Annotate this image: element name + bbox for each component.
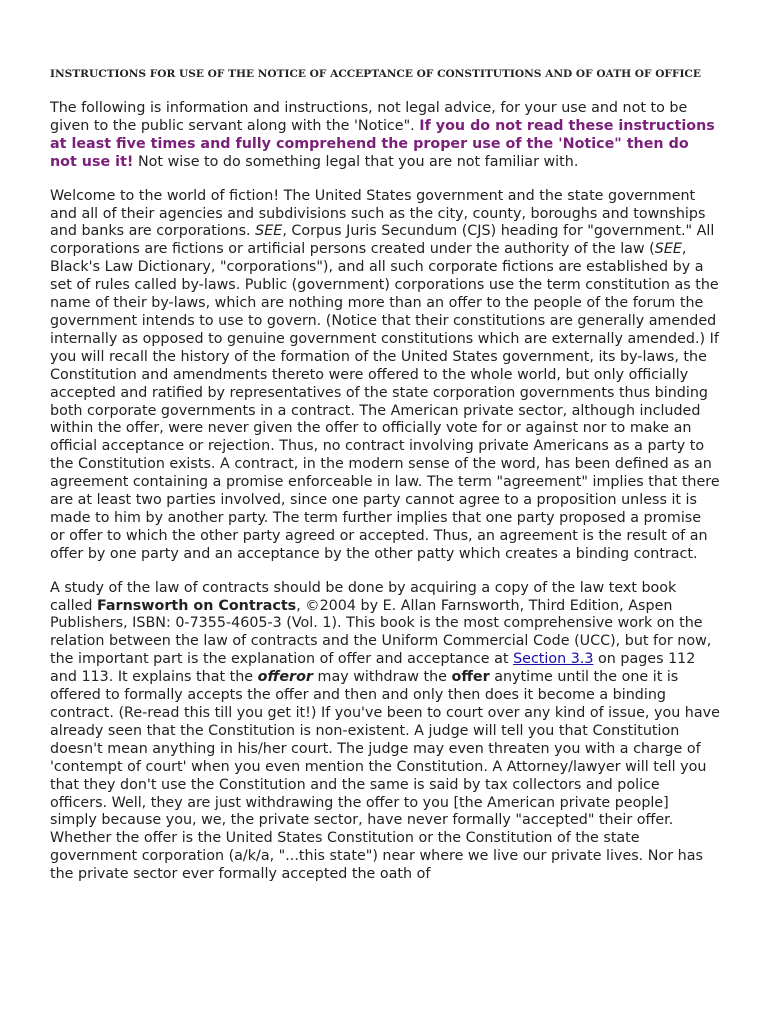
fiction-text-2: , Corpus Juris Secundum (CJS) heading for "government." All corporations are fictions or artificial persons created under the authority of the law ( xyxy=(50,223,715,258)
intro-text-end: Not wise to do something legal that you are not familiar with. xyxy=(133,153,579,170)
fiction-text-1: Welcome to the world of fiction! The United States government and the state government and all of their agencies and subdivisions such as the city, county, boroughs and townships and banks are corporations. xyxy=(50,187,706,240)
see-reference-1: SEE xyxy=(255,223,283,240)
intro-text: The following is information and instructions, not legal advice, for your use and not to be given to the public servant along with the 'Notice". xyxy=(50,100,688,134)
contracts-text-5: anytime until the one it is offered to formally accepts the offer and then and only then does it become a binding contract. (Re-read this till you get it!) If you've been to court over any kind of issue, you have already seen that the Constitution is non-existent. A judge will tell you that Constitution doesn't mean anything in his/her court. The judge may even threaten you with a charge of 'contempt of court' when you even mention the Constitution. A Attorney/lawyer will tell you that they don't use the Constitution and the same is said by tax collectors and police officers. Well, they are just withdrawing the offer to you [the American private people] simply because you, we, the private sector, have never formally "accepted" their offer. Whether the offer is the United States Constitution or the Constitution of the state government corporation (a/k/a, "...this state") near where we live our private lives. Nor has the private sector ever formally accepted the oath of xyxy=(50,669,720,883)
see-reference-2: SEE xyxy=(654,241,682,258)
contracts-text-4: may withdraw the xyxy=(312,669,452,686)
contracts-text-1: A study of the law of contracts should be done by acquiring a copy of the law text book called xyxy=(50,579,677,614)
warning-text: If you do not read these instructions at least five times and fully comprehend the proper use of the 'Notice" then do not use it! xyxy=(50,117,715,170)
fiction-text-3: , Black's Law Dictionary, "corporations"), and all such corporate fictions are established by a set of rules called by-laws. Public (government) corporations use the term constitution as the name of their by-laws, which are nothing more than an offer to the people of the forum the government intends to use to govern. (Notice that their constitutions are generally amended internally as opposed to genuine government constitutions which are externally amended.) If you will recall the history of the formation of the United States government, its by-laws, the Constitution and amendments thereto were offered to the whole world, but only officially accepted and ratified by representatives of the state corporation governments thus binding both corporate governments in a contract. The American private sector, although included within the offer, were never given the offer to officially vote for or against nor to make an official acceptance or rejection. Thus, no contract involving private Americans as a party to the Constitution exists. A contract, in the modern sense of the word, has been defined as an agreement containing a promise enforceable in law. The term "agreement" implies that there are at least two parties involved, since one party cannot agree to a proposition unless it is made to him by another party. The term further implies that one party proposed a promise or offer to which the other party agreed or accepted. Thus, an agreement is the result of an offer by one party and an acceptance by the other patty which creates a binding contract. xyxy=(50,241,720,562)
contracts-text-3: on pages 112 and 113. It explains that the xyxy=(50,651,696,686)
fiction-paragraph xyxy=(50,188,720,564)
offeror-term: offeror xyxy=(257,669,313,686)
offer-term: offer xyxy=(451,669,490,686)
section-link[interactable]: Section 3.3 xyxy=(513,651,594,668)
document-title: INSTRUCTIONS FOR USE OF THE NOTICE OF ACCEPTANCE OF CONSTITUTIONS AND OF OATH OF OFFICE xyxy=(50,68,701,80)
contracts-paragraph xyxy=(50,580,720,884)
book-title: Farnsworth on Contracts xyxy=(96,597,297,614)
intro-paragraph xyxy=(50,100,720,172)
contracts-text-2: , ©2004 by E. Allan Farnsworth, Third Edition, Aspen Publishers, ISBN: 0-7355-4605-3 (Vol. 1). This book is the most comprehensive work on the relation between the law of contracts and the Uniform Commercial Code (UCC), but for now, the important part is the explanation of offer and acceptance at xyxy=(50,597,712,668)
document-page xyxy=(50,68,720,900)
